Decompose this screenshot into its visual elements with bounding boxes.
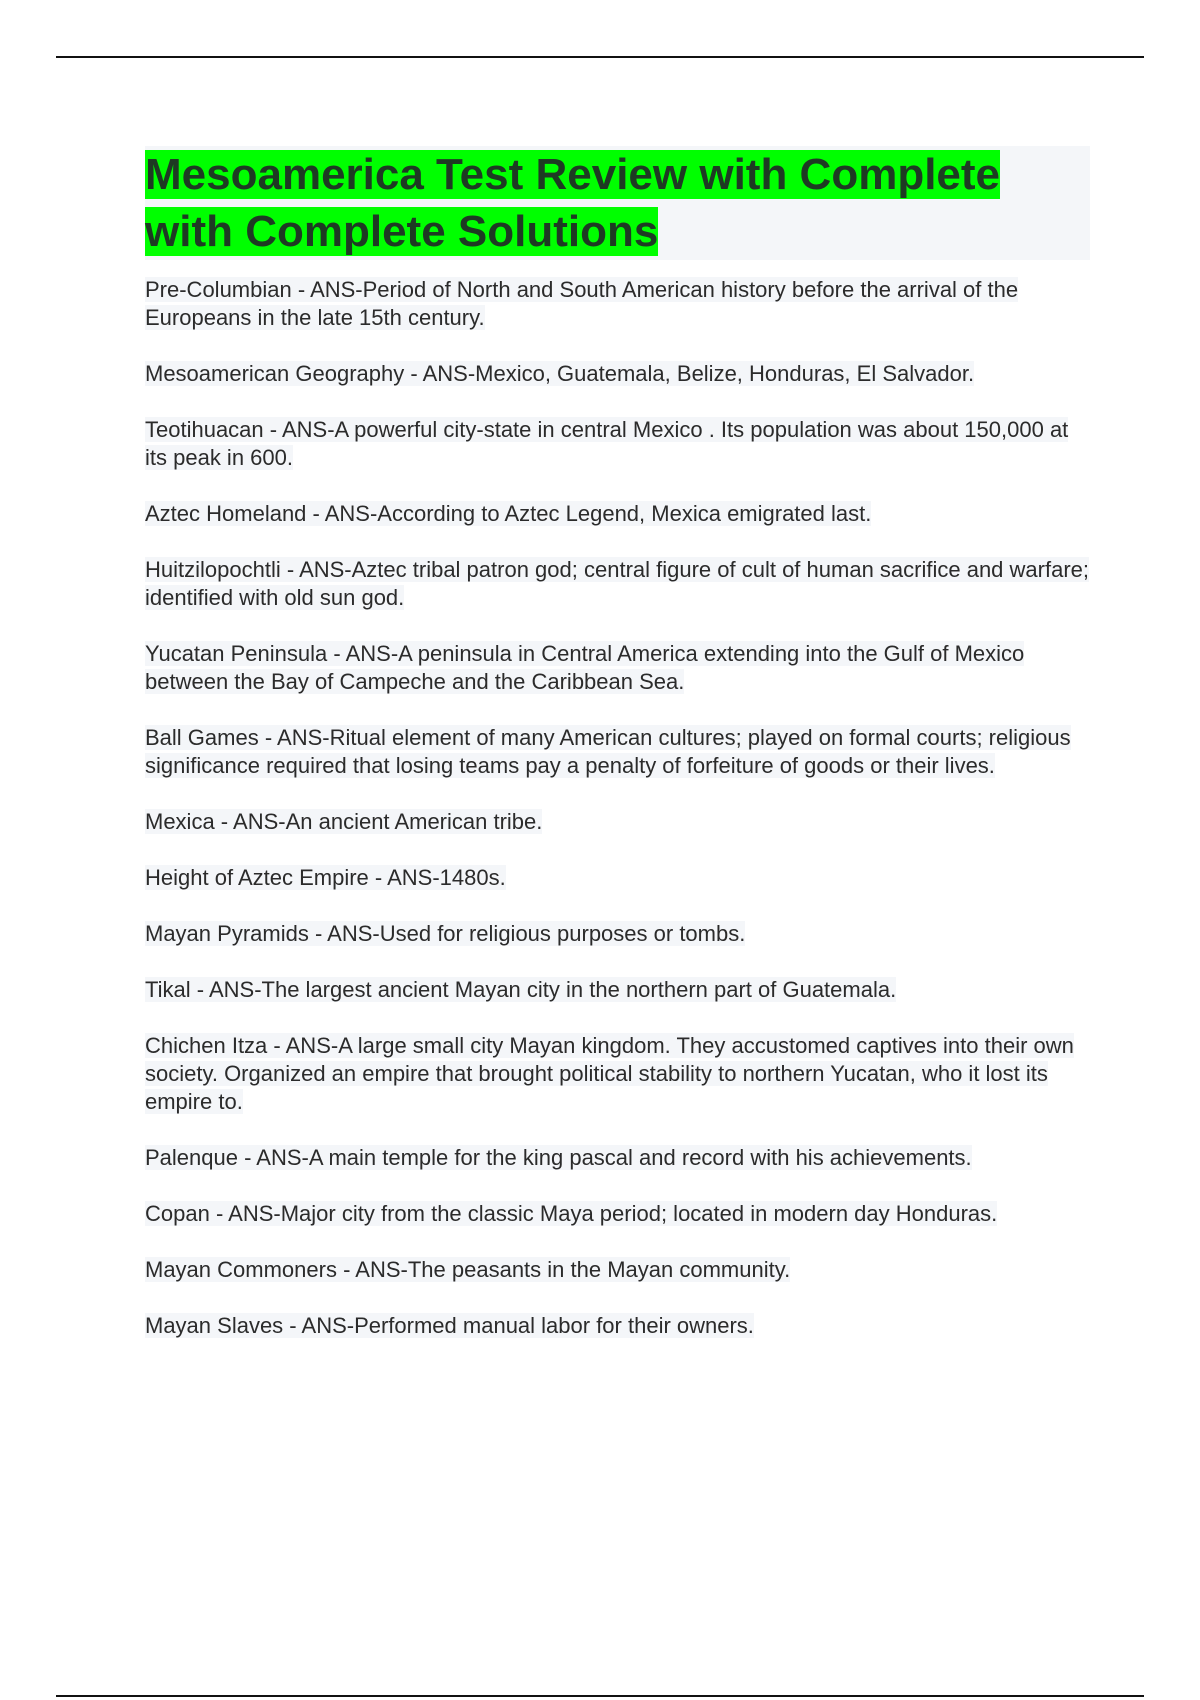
entry-text: Huitzilopochtli - ANS-Aztec tribal patron god; central figure of cult of human sacrifice and warfare; identified with old sun god. <box>145 557 1090 610</box>
entry-text: Mayan Commoners - ANS-The peasants in the Mayan community. <box>145 1257 791 1282</box>
entry-palenque <box>145 1144 1090 1172</box>
entry-teotihuacan <box>145 416 1090 472</box>
entry-text: Mexica - ANS-An ancient American tribe. <box>145 809 543 834</box>
entry-text: Height of Aztec Empire - ANS-1480s. <box>145 865 506 890</box>
title-highlight: Mesoamerica Test Review with Complete with Complete Solutions <box>145 150 1001 256</box>
entry-text: Yucatan Peninsula - ANS-A peninsula in Central America extending into the Gulf of Mexico between the Bay of Campeche and the Caribbean Sea. <box>145 641 1025 694</box>
entry-text: Aztec Homeland - ANS-According to Aztec Legend, Mexica emigrated last. <box>145 501 872 526</box>
entry-mayan-commoners <box>145 1256 1090 1284</box>
header-rule <box>56 56 1144 58</box>
entry-ball-games <box>145 724 1090 780</box>
entry-text: Ball Games - ANS-Ritual element of many American cultures; played on formal courts; religious significance required that losing teams pay a penalty of forfeiture of goods or their lives. <box>145 725 1071 778</box>
entry-text: Palenque - ANS-A main temple for the king pascal and record with his achievements. <box>145 1145 972 1170</box>
entry-mesoamerican-geography <box>145 360 1090 388</box>
entry-height-of-aztec-empire <box>145 864 1090 892</box>
entry-text: Teotihuacan - ANS-A powerful city-state in central Mexico . Its population was about 150,000 at its peak in 600. <box>145 417 1069 470</box>
entry-yucatan-peninsula <box>145 640 1090 696</box>
entry-text: Pre-Columbian - ANS-Period of North and South American history before the arrival of the Europeans in the late 15th century. <box>145 277 1019 330</box>
entry-chichen-itza <box>145 1032 1090 1116</box>
footer-rule <box>56 1695 1144 1697</box>
entry-text: Tikal - ANS-The largest ancient Mayan city in the northern part of Guatemala. <box>145 977 897 1002</box>
entry-mayan-slaves <box>145 1312 1090 1340</box>
entry-text: Chichen Itza - ANS-A large small city Mayan kingdom. They accustomed captives into their own society. Organized an empire that brought political stability to northern Yucatan, who it lost its empire to. <box>145 1033 1074 1114</box>
entry-aztec-homeland <box>145 500 1090 528</box>
entry-copan <box>145 1200 1090 1228</box>
entry-pre-columbian <box>145 276 1090 332</box>
entry-mexica <box>145 808 1090 836</box>
entry-huitzilopochtli <box>145 556 1090 612</box>
entry-mayan-pyramids <box>145 920 1090 948</box>
entry-text: Mayan Pyramids - ANS-Used for religious purposes or tombs. <box>145 921 746 946</box>
entry-text: Mayan Slaves - ANS-Performed manual labor for their owners. <box>145 1313 754 1338</box>
document-title <box>145 146 1090 260</box>
document-body <box>145 146 1090 1368</box>
entry-text: Mesoamerican Geography - ANS-Mexico, Guatemala, Belize, Honduras, El Salvador. <box>145 361 975 386</box>
entry-text: Copan - ANS-Major city from the classic Maya period; located in modern day Honduras. <box>145 1201 998 1226</box>
entry-tikal <box>145 976 1090 1004</box>
